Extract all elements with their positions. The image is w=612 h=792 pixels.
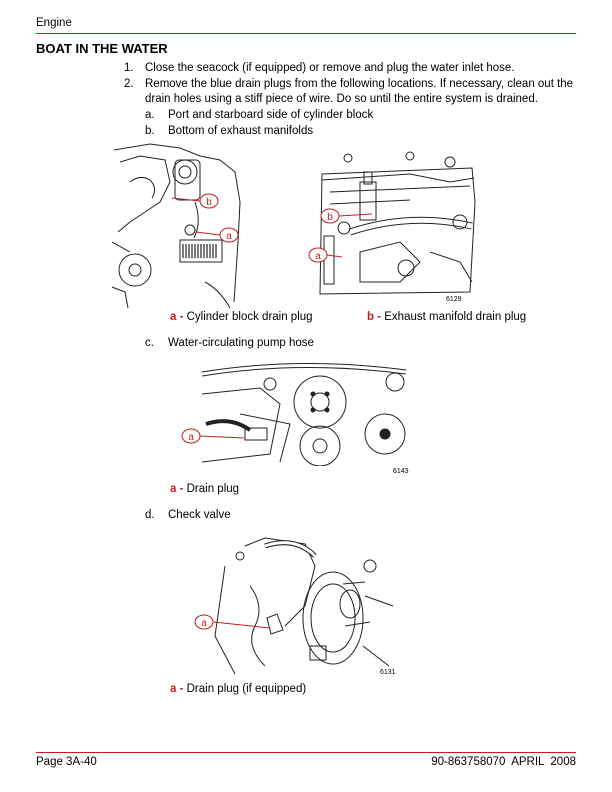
step-2-text-line1: Remove the blue drain plugs from the following locations. If necessary, clean out the bbox=[145, 78, 574, 90]
legend-key: a - bbox=[170, 683, 184, 695]
step-1-number: 1. bbox=[124, 62, 134, 74]
legend-text: Drain plug bbox=[186, 483, 240, 495]
callout-a-label-right: a bbox=[315, 251, 321, 262]
figure-number-6131: 6131 bbox=[380, 669, 396, 676]
document-date: APRIL 2008 bbox=[511, 756, 576, 768]
legend-key: a - bbox=[170, 483, 184, 495]
callout-a-label-left: a bbox=[226, 231, 232, 242]
figure-6129-callouts bbox=[172, 194, 372, 262]
substep-b-letter: b. bbox=[145, 125, 155, 137]
callout-a-label-fig2: a bbox=[188, 432, 194, 443]
substep-c-letter: c. bbox=[145, 337, 154, 349]
figure-number-6129: 6129 bbox=[446, 296, 462, 303]
legend-a-fig1 bbox=[170, 311, 313, 323]
figure-6131-callout bbox=[192, 612, 282, 636]
legend-text: Drain plug (if equipped) bbox=[186, 683, 307, 695]
exhaust-manifold-drawing bbox=[320, 152, 475, 294]
figure-6129-illustration bbox=[110, 142, 480, 310]
substep-c-text: Water-circulating pump hose bbox=[168, 337, 314, 349]
substep-d-text: Check valve bbox=[168, 509, 231, 521]
cylinder-block-drawing bbox=[112, 144, 240, 308]
figure-6131-illustration bbox=[205, 526, 395, 676]
substep-b-text: Bottom of exhaust manifolds bbox=[168, 125, 314, 137]
legend-b-fig1 bbox=[367, 311, 526, 323]
legend-a-fig2 bbox=[170, 483, 239, 495]
running-header: Engine bbox=[36, 17, 72, 29]
legend-a-fig3 bbox=[170, 683, 306, 695]
document-number: 90-863758070 bbox=[431, 756, 506, 768]
substep-a-text: Port and starboard side of cylinder block bbox=[168, 109, 374, 121]
footer-rule bbox=[36, 752, 576, 753]
callout-b-label-right: b bbox=[327, 212, 333, 223]
section-heading: BOAT IN THE WATER bbox=[36, 41, 168, 56]
document-id bbox=[431, 756, 576, 768]
step-2-text-line2: drain holes using a stiff piece of wire. Do so until the entire system is drained. bbox=[145, 93, 538, 105]
figure-number-6143: 6143 bbox=[393, 468, 409, 475]
figure-6143-callout bbox=[180, 424, 250, 448]
step-1-text: Close the seacock (if equipped) or remove and plug the water inlet hose. bbox=[145, 62, 515, 74]
callout-b-label-left: b bbox=[206, 197, 212, 208]
substep-d-letter: d. bbox=[145, 509, 155, 521]
legend-key: b - bbox=[367, 311, 382, 323]
header-rule bbox=[36, 33, 576, 34]
legend-text: Exhaust manifold drain plug bbox=[384, 311, 527, 323]
callout-a-label-fig3: a bbox=[201, 618, 207, 629]
page-number: Page 3A-40 bbox=[36, 756, 97, 768]
step-2-number: 2. bbox=[124, 78, 134, 90]
legend-text: Cylinder block drain plug bbox=[186, 311, 313, 323]
figure-6143-illustration bbox=[200, 354, 410, 466]
substep-a-letter: a. bbox=[145, 109, 155, 121]
legend-key: a - bbox=[170, 311, 184, 323]
